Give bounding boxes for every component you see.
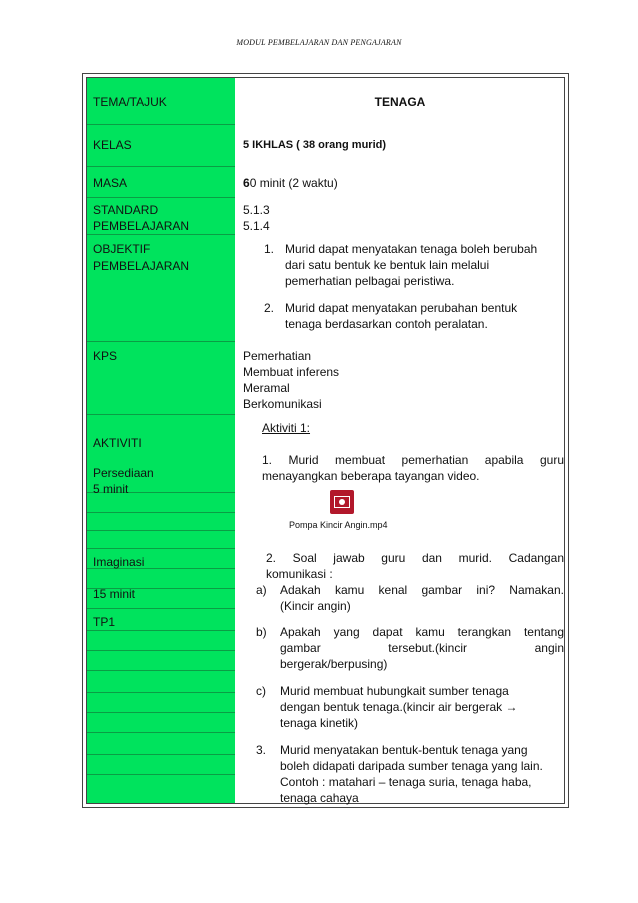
objective-1-line-1: Murid dapat menyatakan tenaga boleh berubah [285,242,538,256]
row-separator [87,774,235,775]
row-separator [87,530,235,531]
label-standard: STANDARD [93,203,159,217]
activity-1-line-1: 1. Murid membuat pemerhatian apabila guru [262,453,564,467]
row-separator [87,197,235,198]
objective-1-number: 1. [264,242,275,256]
activity-title: Aktiviti 1: [262,421,311,435]
step-3-number: 3. [256,743,267,757]
value-masa-bold: 6 [243,176,250,190]
label-imaginasi: Imaginasi [93,555,145,569]
question-c-line-2: dengan bentuk tenaga.(kincir air bergerak → [280,700,518,714]
objective-1-line-3: pemerhatian pelbagai peristiwa. [285,274,455,288]
label-tema: TEMA/TAJUK [93,95,167,109]
value-standard-b: 5.1.4 [243,219,270,233]
question-c-label: c) [256,684,266,698]
label-objektif: OBJEKTIF [93,242,151,256]
step-3-line-4: tenaga cahaya [280,791,359,805]
question-b-line-2: gambar tersebut.(kincir angin [280,641,564,655]
label-persediaan-time: 5 minit [93,482,129,496]
row-separator [87,754,235,755]
row-separator [87,234,235,235]
video-lens-shape [339,499,345,505]
question-c-line-1: Murid membuat hubungkait sumber tenaga [280,684,509,698]
objective-1-line-2: dari satu bentuk ke bentuk lain melalui [285,258,490,272]
row-separator [87,608,235,609]
label-standard-2: PEMBELAJARAN [93,219,190,233]
label-aktiviti: AKTIVITI [93,436,142,450]
value-masa [243,175,338,191]
value-standard-a: 5.1.3 [243,203,270,217]
kps-item: Pemerhatian [243,349,312,363]
step-2-line-1: 2. Soal jawab guru dan murid. Cadangan [266,551,564,565]
activity-1-line-2: menayangkan beberapa tayangan video. [262,469,480,483]
kps-item: Membuat inferens [243,365,340,379]
row-separator [87,670,235,671]
row-separator [87,414,235,415]
label-kps: KPS [93,349,118,363]
question-c-line-3: tenaga kinetik) [280,716,359,730]
label-objektif-2: PEMBELAJARAN [93,259,190,273]
row-separator [87,692,235,693]
question-a-line-2: (Kincir angin) [280,599,351,613]
question-a-label: a) [256,583,267,597]
kps-item: Meramal [243,381,290,395]
step-3-line-3: Contoh : matahari – tenaga suria, tenaga haba, [280,775,532,789]
row-separator [87,512,235,513]
value-masa-rest: 0 minit (2 waktu) [249,176,338,190]
question-b-line-3: bergerak/berpusing) [280,657,388,671]
value-kelas: 5 IKHLAS ( 38 orang murid) [243,139,387,151]
step-2-line-2: komunikasi : [266,567,333,581]
objective-2-line-2: tenaga berdasarkan contoh peralatan. [285,317,488,331]
row-separator [87,650,235,651]
row-separator [87,341,235,342]
video-file-icon[interactable] [330,490,354,514]
row-separator [87,166,235,167]
lesson-table [82,73,569,808]
row-separator [87,630,235,631]
step-3-line-2: boleh didapati daripada sumber tenaga yang lain. [280,759,543,773]
row-separator [87,732,235,733]
label-kelas: KELAS [93,138,132,152]
question-b-line-1: Apakah yang dapat kamu terangkan tentang [280,625,564,639]
lesson-table-inner [86,77,565,804]
kps-item: Berkomunikasi [243,397,322,411]
video-caption[interactable]: Pompa Kincir Angin.mp4 [289,520,388,530]
label-persediaan: Persediaan [93,466,154,480]
value-tema: TENAGA [374,95,426,109]
row-separator [87,548,235,549]
row-separator [87,712,235,713]
objective-2-number: 2. [264,301,275,315]
label-tp: TP1 [93,615,116,629]
label-masa: MASA [93,176,128,190]
row-separator [87,124,235,125]
question-a-line-1: Adakah kamu kenal gambar ini? Namakan. [280,583,564,597]
page-header: MODUL PEMBELAJARAN DAN PENGAJARAN [236,38,402,47]
question-b-label: b) [256,625,267,639]
objective-2-line-1: Murid dapat menyatakan perubahan bentuk [285,301,518,315]
label-imaginasi-time: 15 minit [93,587,136,601]
step-3-line-1: Murid menyatakan bentuk-bentuk tenaga yang [280,743,528,757]
